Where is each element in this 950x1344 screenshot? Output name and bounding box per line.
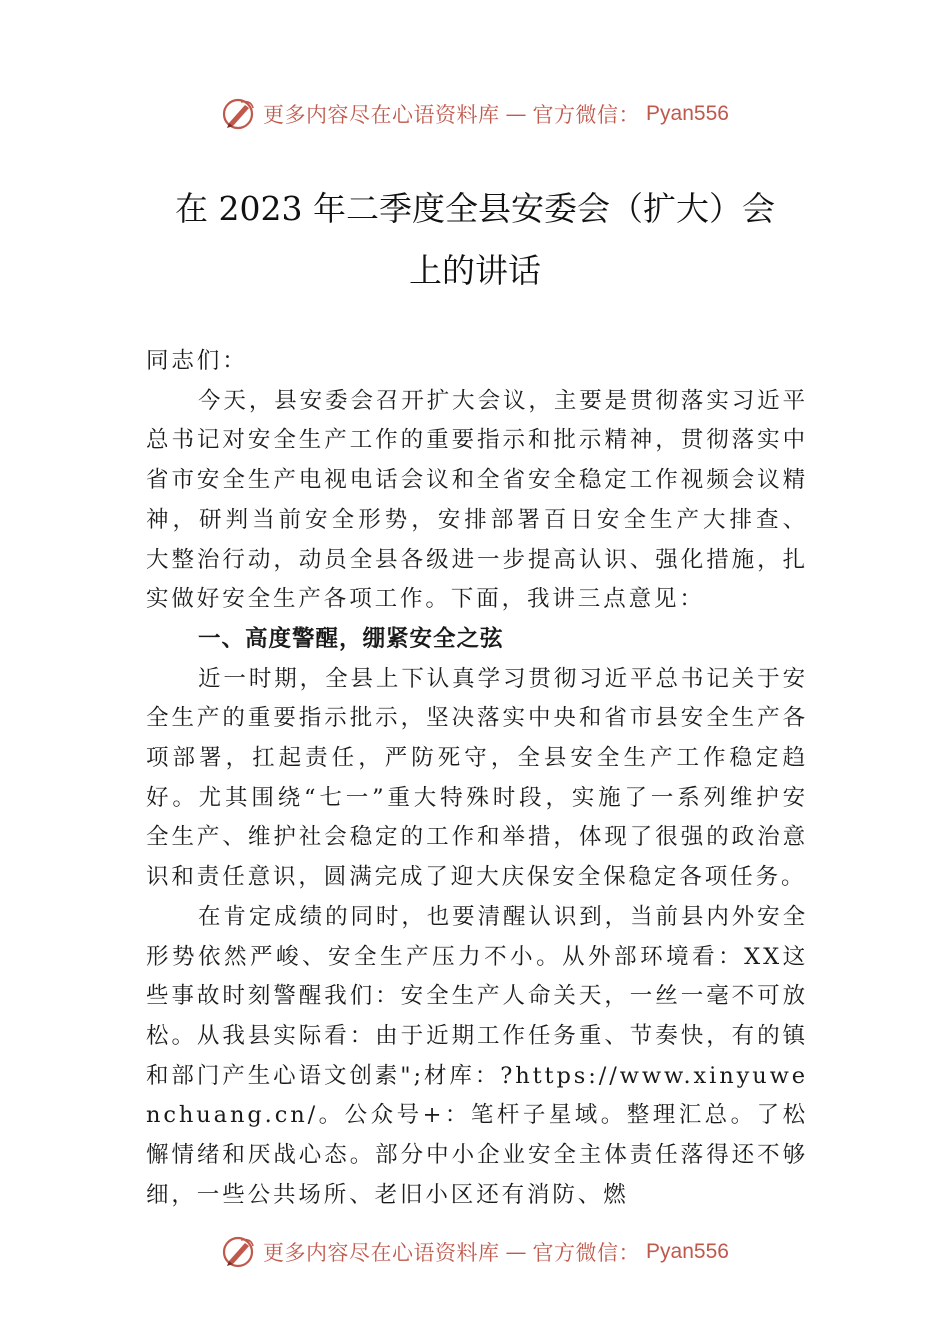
footer-watermark-banner: [0, 1232, 950, 1272]
banner-account: Pyan556: [646, 102, 729, 125]
document-body: [146, 342, 808, 1215]
banner-suffix: 官方微信：: [532, 103, 641, 127]
banner-account: Pyan556: [646, 1240, 729, 1263]
salutation: 同志们：: [146, 348, 248, 374]
header-watermark-banner: [0, 94, 950, 134]
section-heading-1: 一、高度警醒，绷紧安全之弦: [198, 625, 504, 652]
banner-separator: —: [505, 1240, 527, 1264]
banner-suffix: 官方微信：: [532, 1241, 641, 1265]
paragraph-achievements: 近一时期，全县上下认真学习贯彻习近平总书记关于安全生产的重要指示批示，坚决落实中央和省市县安全生产各项部署，扛起责任，严防死守，全县安全生产工作稳定趋好。尤其围绕“七一”重大特殊时段，实施了一系列维护安全生产、维护社会稳定的工作和举措，体现了很强的政治意识和责任意识，圆满完成了迎大庆保安全保稳定各项任务。: [146, 665, 808, 891]
paragraph-situation: 在肯定成绩的同时，也要清醒认识到，当前县内外安全形势依然严峻、安全生产压力不小。从外部环境看：XX这些事故时刻警醒我们：安全生产人命关天，一丝一毫不可放松。从我县实际看：由于近期工作任务重、节奏快，有的镇和部门产生心语文创素";材库：?https://www.xinyuwenchuang.cn/。公众号+：笔杆子星域。整理汇总。了松懈情绪和厌战心态。部分中小企业安全主体责任落得还不够细，一些公共场所、老旧小区还有消防、燃: [146, 903, 808, 1208]
title-line-2: 上的讲话: [409, 251, 541, 290]
banner-text: 更多内容尽在心语资料库: [263, 1241, 500, 1265]
paragraph-intro: 今天，县安委会召开扩大会议，主要是贯彻落实习近平总书记对安全生产工作的重要指示和批示精神，贯彻落实中省市安全生产电视电话会议和全省安全稳定工作视频会议精神，研判当前安全形势，安排部署百日安全生产大排查、 大整治行动，动员全县各级进一步提高认识、强化措施，扎实做好安全生产各项工作。下面，我讲三点意见：: [146, 387, 808, 613]
title-line-1: 在 2023 年二季度全县安委会（扩大）会: [175, 189, 775, 228]
pen-logo-icon: [221, 1234, 257, 1270]
pen-logo-icon: [221, 96, 257, 132]
banner-text: 更多内容尽在心语资料库: [263, 103, 500, 127]
banner-separator: —: [505, 102, 527, 126]
document-title: [140, 178, 810, 302]
